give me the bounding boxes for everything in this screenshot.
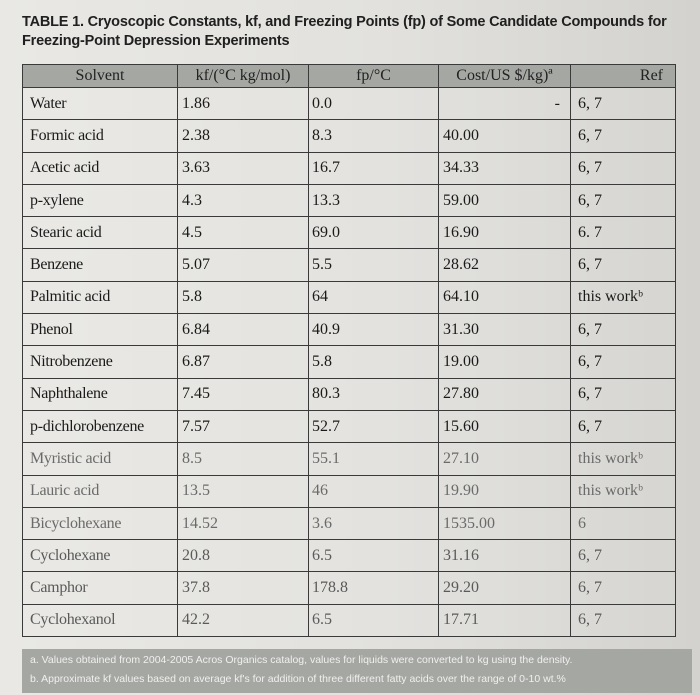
cell-cost: -: [439, 88, 571, 120]
table-row: [23, 410, 676, 442]
cell-ref: 6, 7: [571, 152, 676, 184]
cell-cost: 1535.00: [439, 507, 571, 539]
header-ref: Ref: [571, 65, 676, 88]
table-row: [23, 443, 676, 475]
cell-fp: 40.9: [309, 314, 439, 346]
cell-kf: 6.84: [178, 314, 309, 346]
table-row: [23, 507, 676, 539]
cell-kf: 5.8: [178, 281, 309, 313]
cell-kf: 5.07: [178, 249, 309, 281]
cell-ref: 6, 7: [571, 604, 676, 636]
cell-cost: 15.60: [439, 410, 571, 442]
cell-fp: 5.8: [309, 346, 439, 378]
cell-ref: 6: [571, 507, 676, 539]
cell-ref: this workᵇ: [571, 281, 676, 313]
cell-fp: 6.5: [309, 540, 439, 572]
cell-fp: 3.6: [309, 507, 439, 539]
header-kf: kf/(°C kg/mol): [178, 65, 309, 88]
table-row: [23, 540, 676, 572]
cell-fp: 52.7: [309, 410, 439, 442]
cell-cost: 59.00: [439, 184, 571, 216]
table-caption: TABLE 1. Cryoscopic Constants, kf, and Freezing Points (fp) of Some Candidate Compounds for Freezing-Point Depression Experiments: [22, 14, 667, 49]
table-header-row: [23, 65, 676, 88]
cell-fp: 55.1: [309, 443, 439, 475]
cell-cost: 17.71: [439, 604, 571, 636]
cell-solvent: Stearic acid: [23, 217, 178, 249]
cell-kf: 1.86: [178, 88, 309, 120]
cell-ref: 6, 7: [571, 410, 676, 442]
cell-cost: 40.00: [439, 120, 571, 152]
cell-fp: 8.3: [309, 120, 439, 152]
cell-fp: 64: [309, 281, 439, 313]
cell-fp: 46: [309, 475, 439, 507]
cell-kf: 20.8: [178, 540, 309, 572]
cell-solvent: Acetic acid: [23, 152, 178, 184]
table-row: [23, 604, 676, 636]
cell-fp: 13.3: [309, 184, 439, 216]
cell-ref: 6, 7: [571, 540, 676, 572]
cell-cost: 27.10: [439, 443, 571, 475]
cell-cost: 31.16: [439, 540, 571, 572]
cell-solvent: Benzene: [23, 249, 178, 281]
cell-ref: this workᵇ: [571, 443, 676, 475]
cell-fp: 80.3: [309, 378, 439, 410]
cell-fp: 69.0: [309, 217, 439, 249]
table-row: [23, 120, 676, 152]
table-row: [23, 184, 676, 216]
cell-cost: 19.00: [439, 346, 571, 378]
cell-solvent: Nitrobenzene: [23, 346, 178, 378]
cell-ref: 6, 7: [571, 572, 676, 604]
cell-ref: this workᵇ: [571, 475, 676, 507]
cell-fp: 0.0: [309, 88, 439, 120]
cell-cost: 28.62: [439, 249, 571, 281]
table-row: [23, 572, 676, 604]
cell-solvent: Formic acid: [23, 120, 178, 152]
cell-ref: 6, 7: [571, 314, 676, 346]
cell-solvent: Palmitic acid: [23, 281, 178, 313]
cell-kf: 4.3: [178, 184, 309, 216]
cell-ref: 6, 7: [571, 346, 676, 378]
cell-cost: 31.30: [439, 314, 571, 346]
cell-fp: 5.5: [309, 249, 439, 281]
cell-solvent: Lauric acid: [23, 475, 178, 507]
cell-cost: 34.33: [439, 152, 571, 184]
cell-solvent: Naphthalene: [23, 378, 178, 410]
cell-kf: 42.2: [178, 604, 309, 636]
cell-cost: 16.90: [439, 217, 571, 249]
cell-ref: 6, 7: [571, 120, 676, 152]
cell-kf: 37.8: [178, 572, 309, 604]
table-body: [23, 88, 676, 637]
cell-solvent: Myristic acid: [23, 443, 178, 475]
cell-kf: 7.57: [178, 410, 309, 442]
header-solvent: Solvent: [23, 65, 178, 88]
table-row: [23, 217, 676, 249]
cell-solvent: Phenol: [23, 314, 178, 346]
cell-fp: 16.7: [309, 152, 439, 184]
table-row: [23, 314, 676, 346]
cell-kf: 14.52: [178, 507, 309, 539]
footnotes: [22, 649, 692, 693]
table-row: [23, 88, 676, 120]
cell-kf: 13.5: [178, 475, 309, 507]
cell-solvent: Cyclohexane: [23, 540, 178, 572]
cell-cost: 29.20: [439, 572, 571, 604]
cell-ref: 6, 7: [571, 184, 676, 216]
header-fp: fp/°C: [309, 65, 439, 88]
cell-ref: 6, 7: [571, 249, 676, 281]
table-row: [23, 378, 676, 410]
table-row: [23, 152, 676, 184]
cell-ref: 6, 7: [571, 88, 676, 120]
table-row: [23, 249, 676, 281]
table-row: [23, 346, 676, 378]
cell-solvent: Camphor: [23, 572, 178, 604]
cell-solvent: Cyclohexanol: [23, 604, 178, 636]
cell-kf: 2.38: [178, 120, 309, 152]
cell-kf: 7.45: [178, 378, 309, 410]
cell-kf: 8.5: [178, 443, 309, 475]
cell-solvent: Water: [23, 88, 178, 120]
cell-cost: 19.90: [439, 475, 571, 507]
cell-ref: 6, 7: [571, 378, 676, 410]
cell-ref: 6. 7: [571, 217, 676, 249]
cell-kf: 3.63: [178, 152, 309, 184]
table-row: [23, 475, 676, 507]
cell-fp: 6.5: [309, 604, 439, 636]
cell-cost: 27.80: [439, 378, 571, 410]
cell-solvent: p-xylene: [23, 184, 178, 216]
footnote-b: b. Approximate kf values based on average kf's for addition of three different fatty acids over the range of 0-10 wt.%: [30, 673, 566, 685]
cell-solvent: p-dichlorobenzene: [23, 410, 178, 442]
table-row: [23, 281, 676, 313]
cell-cost: 64.10: [439, 281, 571, 313]
cell-kf: 4.5: [178, 217, 309, 249]
cell-fp: 178.8: [309, 572, 439, 604]
cryoscopic-constants-table: [22, 64, 676, 637]
cell-solvent: Bicyclohexane: [23, 507, 178, 539]
footnote-a: a. Values obtained from 2004-2005 Acros Organics catalog, values for liquids were converted to kg using the density.: [30, 654, 573, 666]
cell-kf: 6.87: [178, 346, 309, 378]
header-cost: Cost/US $/kg)ª: [439, 65, 571, 88]
